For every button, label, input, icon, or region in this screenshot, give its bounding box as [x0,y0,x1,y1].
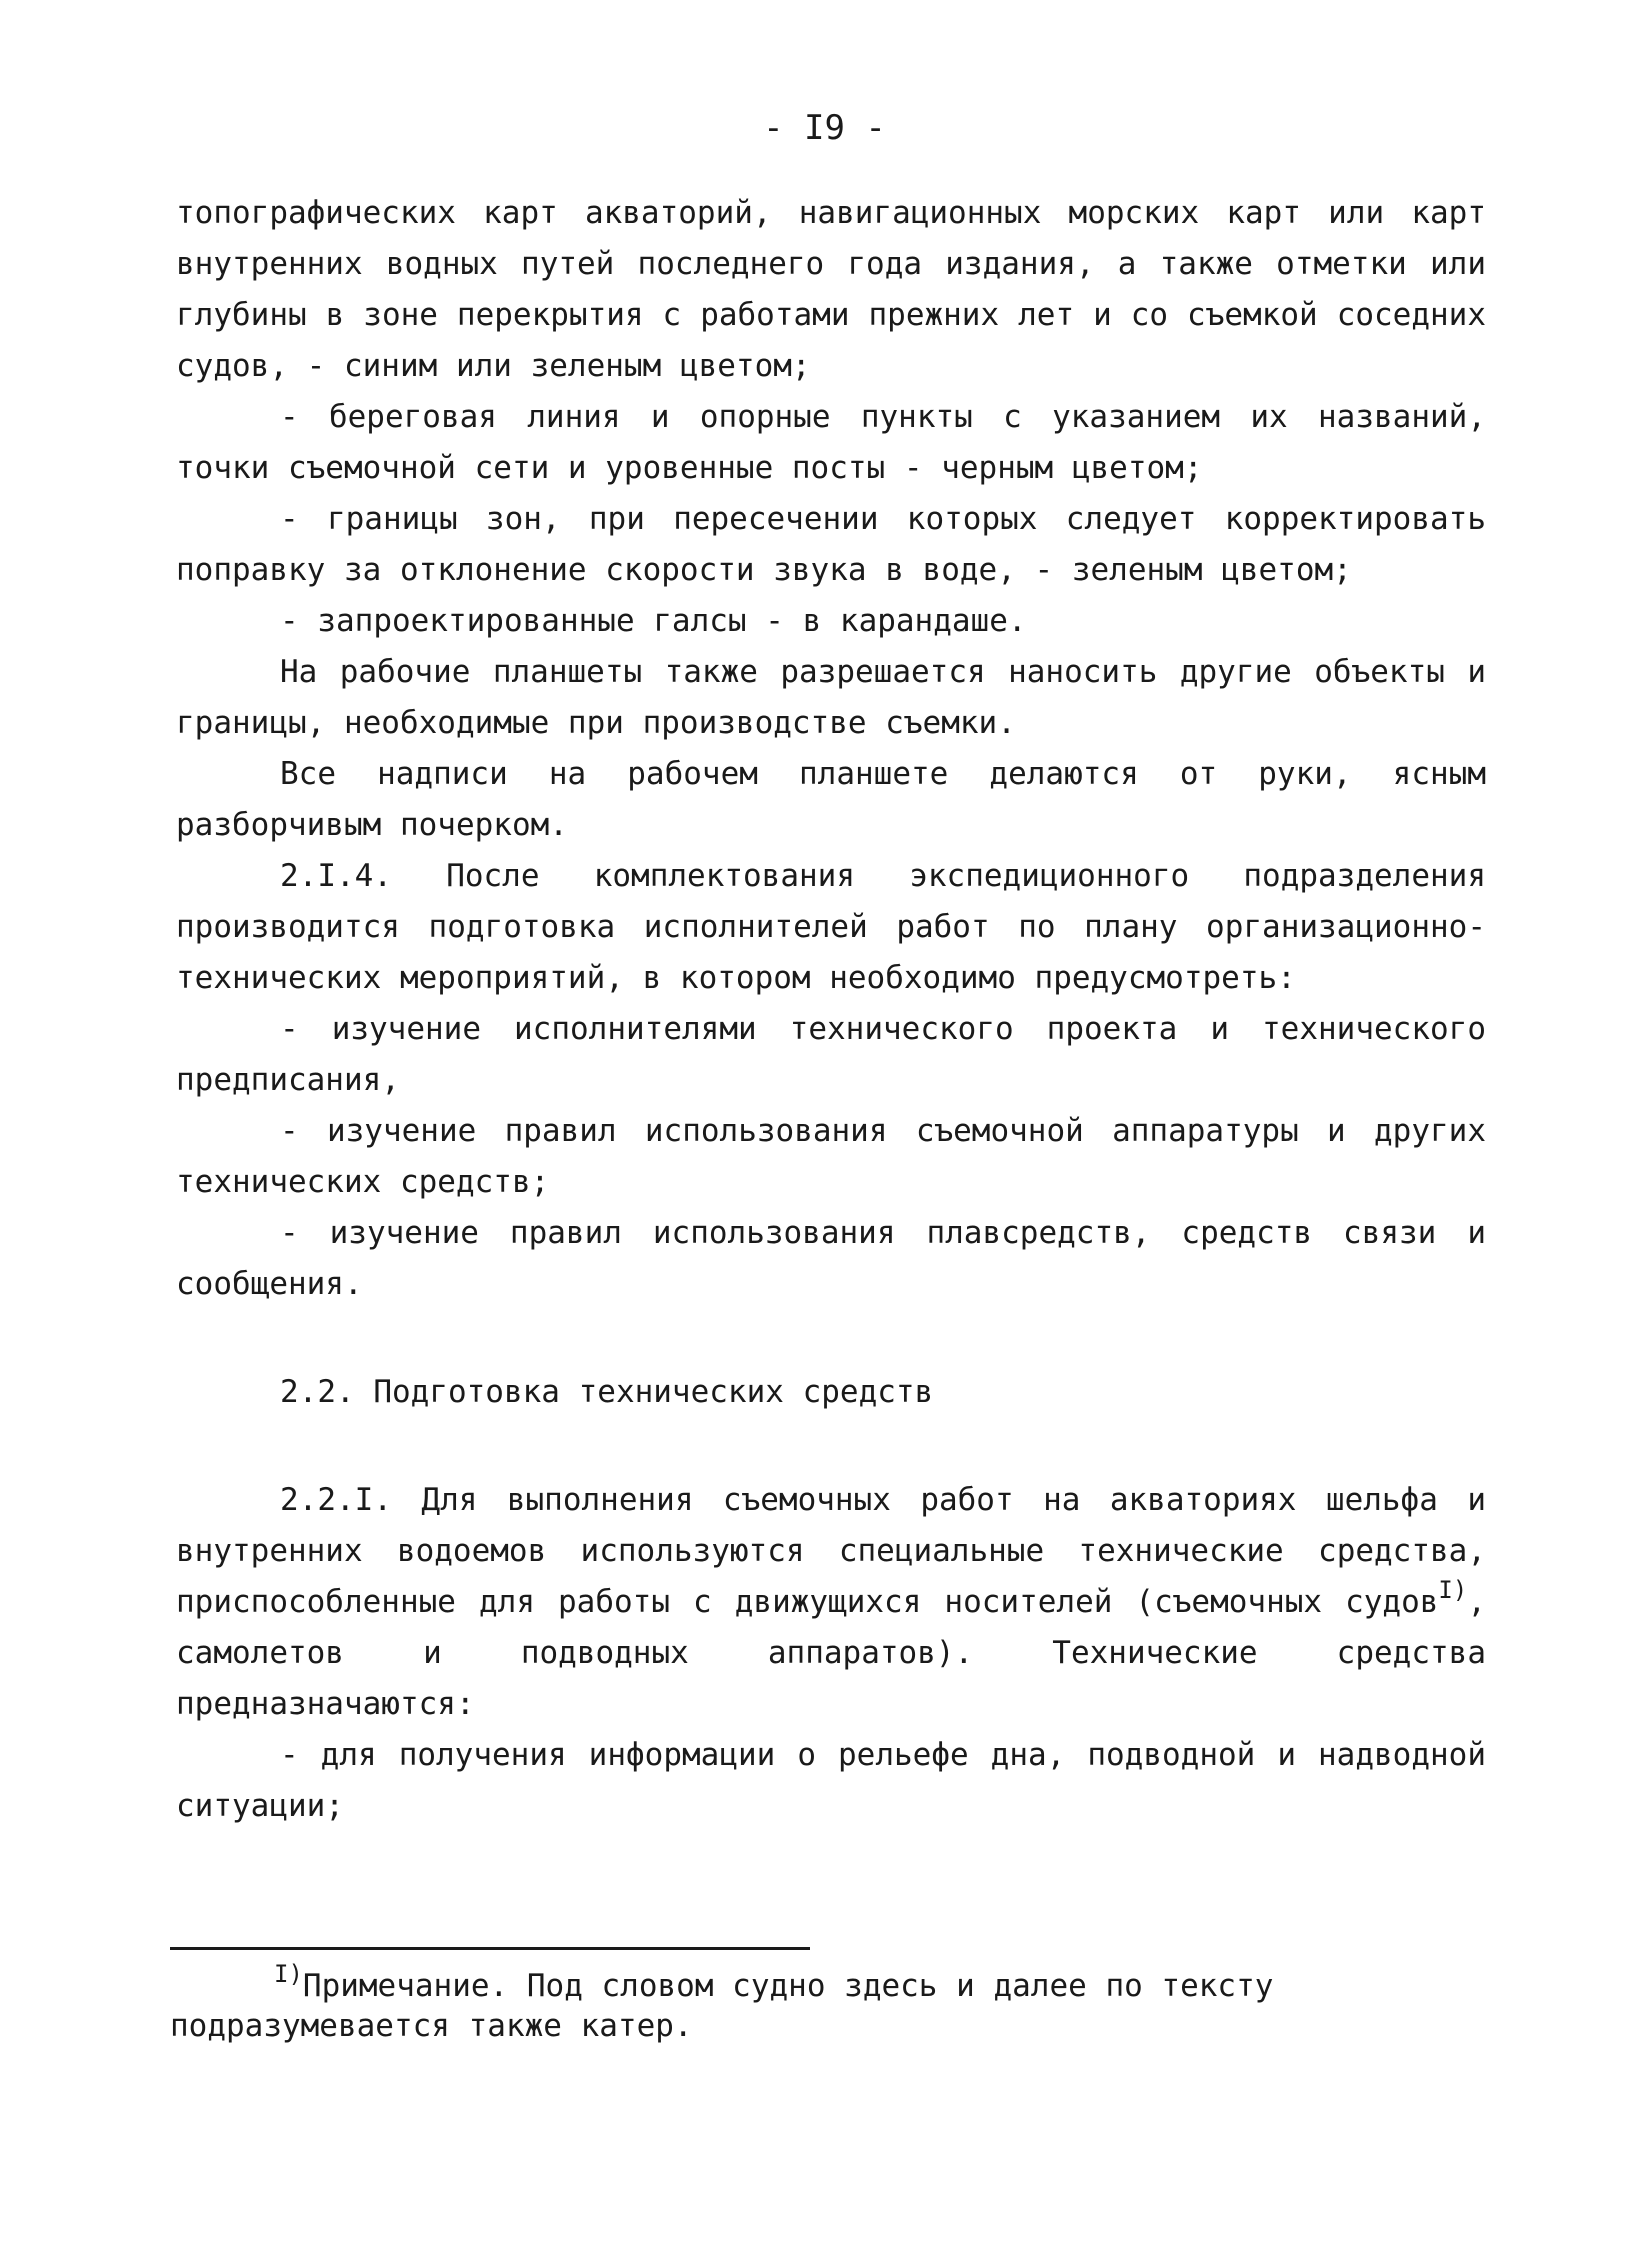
section-heading: 2.2. Подготовка технических средств [280,1374,934,1410]
footnote [170,1960,1490,2046]
paragraph-2-2-1-part-2: , самолетов и подводных аппаратов). Технические средства предназначаются: [176,1584,1486,1722]
list-item-shoreline: - береговая линия и опорные пункты с указанием их названий, точки съемочной сети и уровенные посты - черным цветом; [176,399,1486,486]
page-number: - I9 - [763,108,886,148]
paragraph-2-1-4: 2.I.4. После комплектования экспедиционного подразделения производится подготовка исполнителей работ по плану организационно-технических мероприятий, в котором необходимо предусмотреть: [176,858,1486,996]
list-item-zone-boundaries: - границы зон, при пересечении которых следует корректировать поправку за отклонение скорости звука в воде, - зеленым цветом; [176,501,1486,588]
paragraph-continuation: топографических карт акваторий, навигационных морских карт или карт внутренних водных путей последнего года издания, а также отметки или глубины в зоне перекрытия с работами прежних лет и со съемкой соседних судов, - синим или зеленым цветом; [176,195,1486,384]
footnote-mark: I) [274,1960,303,1988]
footnote-reference: I) [1438,1576,1468,1604]
list-item-relief-info: - для получения информации о рельефе дна, подводной и надводной ситуации; [176,1737,1486,1824]
list-item-study-equipment: - изучение правил использования съемочной аппаратуры и других технических средств; [176,1113,1486,1200]
footnote-divider [170,1947,810,1950]
list-item-designed-tacks: - запроектированные галсы - в карандаше. [280,603,1027,639]
footnote-text: Примечание. Под словом судно здесь и далее по тексту подразумевается также катер. [170,1968,1274,2044]
list-item-study-vessels: - изучение правил использования плавсредств, средств связи и сообщения. [176,1215,1486,1302]
paragraph-2-2-1 [176,1475,1486,1730]
footnote-body [170,1960,1490,2046]
paragraph-2-2-1-part-1: 2.2.I. Для выполнения съемочных работ на акваториях шельфа и внутренних водоемов используются специальные технические средства, приспособленные для работы с движущихся носителей (съемочных судов [176,1482,1486,1620]
list-item-study-project: - изучение исполнителями технического проекта и технического предписания, [176,1011,1486,1098]
body-text [176,188,1486,1832]
paragraph-other-objects: На рабочие планшеты также разрешается наносить другие объекты и границы, необходимые при производстве съемки. [176,654,1486,741]
paragraph-inscriptions: Все надписи на рабочем планшете делаются от руки, ясным разборчивым почерком. [176,756,1486,843]
